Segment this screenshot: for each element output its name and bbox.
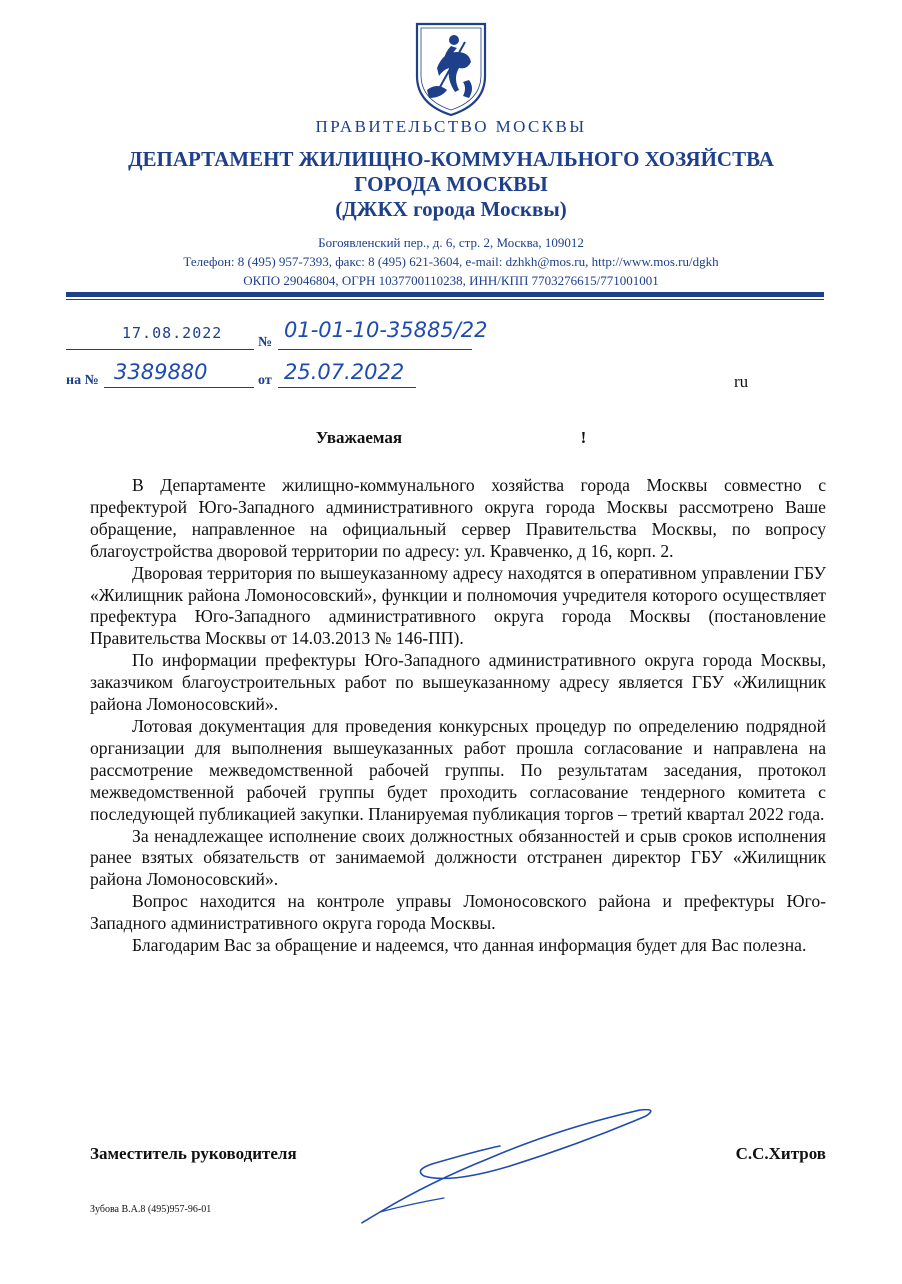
in-reply-line: [104, 387, 254, 388]
department-abbreviation: (ДЖКХ города Москвы): [335, 197, 567, 221]
moscow-coat-of-arms-icon: [413, 18, 489, 118]
body-paragraph: Дворовая территория по вышеуказанному адресу находятся в оперативном управлении ГБУ «Жилищник района Ломоносовский», функции и полномочия учредителя которого осуществляет префектура Юго-Западного административного округа города Москвы (постановление Правительства Москвы от 14.03.2013 № 146-ПП).: [90, 562, 826, 649]
body-paragraph: Благодарим Вас за обращение и надеемся, что данная информация будет для Вас полезна.: [132, 935, 807, 956]
redacted-recipient: [510, 356, 732, 396]
registration-date: 17.08.2022: [122, 324, 223, 342]
signatory-title: Заместитель руководителя: [90, 1144, 297, 1163]
number-label: №: [258, 335, 273, 350]
signatory-name: С.С.Хитров: [735, 1144, 826, 1163]
body-paragraph: По информации префектуры Юго-Западного административного округа города Москвы, заказчиком благоустроительных работ по вышеуказанному адресу является ГБУ «Жилищник района Ломоносовский».: [90, 650, 826, 715]
registration-number: 01-01-10-35885/22: [284, 318, 488, 342]
number-line: [278, 349, 472, 350]
from-label: от: [258, 373, 272, 388]
government-name: ПРАВИТЕЛЬСТВО МОСКВЫ: [315, 117, 587, 136]
from-line: [278, 387, 416, 388]
letter-body: [90, 475, 826, 957]
salutation-end: !: [580, 428, 587, 447]
in-reply-number: 3389880: [114, 360, 208, 384]
executor-info: Зубова В.А.8 (495)957-96-01: [90, 1204, 212, 1215]
from-date: 25.07.2022: [284, 360, 405, 384]
in-reply-label: на №: [66, 373, 99, 388]
date-line: [66, 349, 254, 350]
letterhead-rule-thin: [66, 299, 824, 300]
handwritten-signature: [340, 1100, 660, 1240]
body-paragraph: В Департаменте жилищно-коммунального хозяйства города Москвы совместно с префектурой Юго-Западного административного округа города Москвы рассмотрено Ваше обращение, направленное на официальный сервер Правительства Москвы, по вопросу благоустройства дворовой территории по адресу: ул. Кравченко, д 16, корп. 2.: [90, 475, 826, 561]
body-paragraph: За ненадлежащее исполнение своих должностных обязанностей и срыв сроков исполнения ранее взятых обязательств от занимаемой должности отстранен директор ГБУ «Жилищник района Ломоносовский».: [90, 825, 826, 890]
department-address: Богоявленский пер., д. 6, стр. 2, Москва, 109012: [318, 235, 584, 250]
salutation: [0, 428, 902, 448]
department-codes: ОКПО 29046804, ОГРН 1037700110238, ИНН/КПП 7703276615/771001001: [243, 273, 659, 288]
department-name: ДЕПАРТАМЕНТ ЖИЛИЩНО-КОММУНАЛЬНОГО ХОЗЯЙСТВА: [128, 147, 774, 171]
recipient-email-suffix: ru: [734, 372, 749, 391]
body-paragraph: Лотовая документация для проведения конкурсных процедур по определению подрядной организации для выполнения вышеуказанных работ прошла согласование и направлена на рассмотрение межведомственной рабочей группы. По результатам заседания, протокол межведомственной рабочей группы будет проходить согласование тендерного комитета с последующей публикацией закупки. Планируемая публикация торгов – третий квартал 2022 года.: [90, 715, 826, 824]
letterhead-rule: [66, 292, 824, 297]
body-paragraph: Вопрос находится на контроле управы Ломоносовского района и префектуры Юго-Западного административного округа города Москвы.: [90, 891, 826, 934]
department-city: ГОРОДА МОСКВЫ: [354, 172, 548, 196]
department-contacts: Телефон: 8 (495) 957-7393, факс: 8 (495) 621-3604, e-mail: dzhkh@mos.ru, http://www.mos.ru/dgkh: [183, 254, 719, 269]
salutation-start: Уважаемая: [315, 428, 403, 447]
